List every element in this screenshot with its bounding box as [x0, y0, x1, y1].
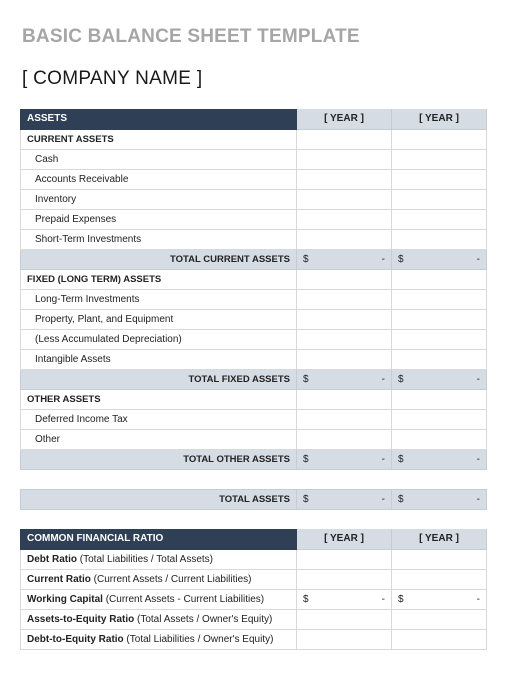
currency-sign: $	[398, 253, 404, 265]
input-cell[interactable]	[297, 229, 392, 249]
ratio-label	[21, 609, 297, 629]
section-row	[21, 129, 487, 149]
dash-value: -	[476, 373, 480, 385]
total-other-assets-label: TOTAL OTHER ASSETS	[21, 449, 297, 469]
value-cell[interactable]	[297, 589, 392, 609]
year-header-2[interactable]: [ YEAR ]	[392, 529, 487, 549]
input-cell[interactable]	[392, 389, 487, 409]
input-cell[interactable]	[392, 309, 487, 329]
section-row	[21, 389, 487, 409]
dash-value: -	[476, 593, 480, 605]
currency-sign: $	[398, 593, 404, 605]
total-value-cell	[297, 249, 392, 269]
total-assets-row	[21, 490, 487, 510]
other-assets-title: OTHER ASSETS	[21, 389, 297, 409]
input-cell[interactable]	[392, 189, 487, 209]
total-assets-label: TOTAL ASSETS	[21, 490, 297, 510]
total-value-cell	[392, 490, 487, 510]
input-cell[interactable]	[297, 289, 392, 309]
input-cell[interactable]	[297, 569, 392, 589]
currency-sign: $	[303, 373, 309, 385]
currency-sign: $	[398, 373, 404, 385]
table-row	[21, 429, 487, 449]
total-value-cell	[392, 449, 487, 469]
assets-table	[20, 109, 487, 470]
current-assets-title: CURRENT ASSETS	[21, 129, 297, 149]
currency-sign: $	[398, 453, 404, 465]
dash-value: -	[381, 253, 385, 265]
table-row	[21, 289, 487, 309]
assets-header: ASSETS	[21, 109, 297, 129]
dash-value: -	[381, 453, 385, 465]
input-cell[interactable]	[297, 429, 392, 449]
ratio-table	[20, 529, 487, 650]
ratio-header-row	[21, 529, 487, 549]
input-cell[interactable]	[392, 569, 487, 589]
input-cell[interactable]	[297, 209, 392, 229]
ratio-row	[21, 609, 487, 629]
input-cell[interactable]	[392, 149, 487, 169]
input-cell[interactable]	[297, 149, 392, 169]
row-label: Accounts Receivable	[21, 169, 297, 189]
total-value-cell	[297, 369, 392, 389]
total-value-cell	[392, 369, 487, 389]
ratio-label	[21, 549, 297, 569]
ratio-row	[21, 629, 487, 649]
dash-value: -	[476, 453, 480, 465]
input-cell[interactable]	[392, 629, 487, 649]
total-value-cell	[297, 449, 392, 469]
input-cell[interactable]	[392, 349, 487, 369]
dash-value: -	[381, 593, 385, 605]
input-cell[interactable]	[392, 289, 487, 309]
table-row	[21, 309, 487, 329]
currency-sign: $	[303, 453, 309, 465]
input-cell[interactable]	[392, 229, 487, 249]
year-header-1[interactable]: [ YEAR ]	[297, 529, 392, 549]
input-cell[interactable]	[392, 409, 487, 429]
ratio-row	[21, 549, 487, 569]
input-cell[interactable]	[392, 169, 487, 189]
input-cell[interactable]	[297, 329, 392, 349]
ratio-formula: (Current Assets / Current Liabilities)	[90, 573, 252, 585]
total-value-cell	[297, 490, 392, 510]
input-cell[interactable]	[297, 409, 392, 429]
value-cell[interactable]	[392, 589, 487, 609]
currency-sign: $	[303, 253, 309, 265]
row-label: Property, Plant, and Equipment	[21, 309, 297, 329]
ratio-name: Working Capital	[27, 593, 103, 605]
ratio-name: Debt Ratio	[27, 553, 77, 565]
row-label: Other	[21, 429, 297, 449]
ratio-formula: (Current Assets - Current Liabilities)	[102, 593, 265, 605]
total-assets-table	[20, 489, 487, 510]
table-row	[21, 349, 487, 369]
row-label: Cash	[21, 149, 297, 169]
input-cell[interactable]	[392, 269, 487, 289]
total-row	[21, 449, 487, 469]
input-cell[interactable]	[392, 209, 487, 229]
input-cell[interactable]	[297, 269, 392, 289]
input-cell[interactable]	[297, 129, 392, 149]
ratio-label	[21, 569, 297, 589]
table-row	[21, 189, 487, 209]
table-row	[21, 149, 487, 169]
ratio-formula: (Total Liabilities / Total Assets)	[77, 553, 213, 565]
input-cell[interactable]	[392, 429, 487, 449]
table-row	[21, 409, 487, 429]
ratio-header: COMMON FINANCIAL RATIO	[21, 529, 297, 549]
dash-value: -	[381, 373, 385, 385]
company-name[interactable]: [ COMPANY NAME ]	[22, 68, 203, 89]
year-header-2[interactable]: [ YEAR ]	[392, 109, 487, 129]
year-header-1[interactable]: [ YEAR ]	[297, 109, 392, 129]
table-row	[21, 169, 487, 189]
ratio-row	[21, 569, 487, 589]
ratio-formula: (Total Assets / Owner's Equity)	[134, 613, 273, 625]
input-cell[interactable]	[392, 329, 487, 349]
ratio-label	[21, 629, 297, 649]
ratio-name: Assets-to-Equity Ratio	[27, 613, 135, 625]
ratio-name: Debt-to-Equity Ratio	[27, 633, 124, 645]
total-current-assets-label: TOTAL CURRENT ASSETS	[21, 249, 297, 269]
input-cell[interactable]	[392, 129, 487, 149]
total-row	[21, 249, 487, 269]
ratio-name: Current Ratio	[27, 573, 91, 585]
ratio-row	[21, 589, 487, 609]
total-fixed-assets-label: TOTAL FIXED ASSETS	[21, 369, 297, 389]
fixed-assets-title: FIXED (LONG TERM) ASSETS	[21, 269, 297, 289]
input-cell[interactable]	[297, 169, 392, 189]
row-label: Inventory	[21, 189, 297, 209]
input-cell[interactable]	[297, 309, 392, 329]
table-row	[21, 209, 487, 229]
currency-sign: $	[303, 494, 309, 505]
row-label: (Less Accumulated Depreciation)	[21, 329, 297, 349]
input-cell[interactable]	[297, 629, 392, 649]
row-label: Deferred Income Tax	[21, 409, 297, 429]
section-row	[21, 269, 487, 289]
input-cell[interactable]	[392, 609, 487, 629]
table-row	[21, 329, 487, 349]
dash-value: -	[381, 494, 385, 505]
row-label: Long-Term Investments	[21, 289, 297, 309]
input-cell[interactable]	[297, 189, 392, 209]
document-title: BASIC BALANCE SHEET TEMPLATE	[22, 26, 360, 47]
currency-sign: $	[303, 593, 309, 605]
assets-header-row	[21, 109, 487, 129]
input-cell[interactable]	[297, 389, 392, 409]
ratio-formula: (Total Liabilities / Owner's Equity)	[123, 633, 274, 645]
total-row	[21, 369, 487, 389]
row-label: Short-Term Investments	[21, 229, 297, 249]
dash-value: -	[476, 494, 480, 505]
row-label: Prepaid Expenses	[21, 209, 297, 229]
input-cell[interactable]	[297, 549, 392, 569]
total-value-cell	[392, 249, 487, 269]
dash-value: -	[476, 253, 480, 265]
input-cell[interactable]	[392, 549, 487, 569]
currency-sign: $	[398, 494, 404, 505]
row-label: Intangible Assets	[21, 349, 297, 369]
input-cell[interactable]	[297, 609, 392, 629]
ratio-label	[21, 589, 297, 609]
table-row	[21, 229, 487, 249]
input-cell[interactable]	[297, 349, 392, 369]
